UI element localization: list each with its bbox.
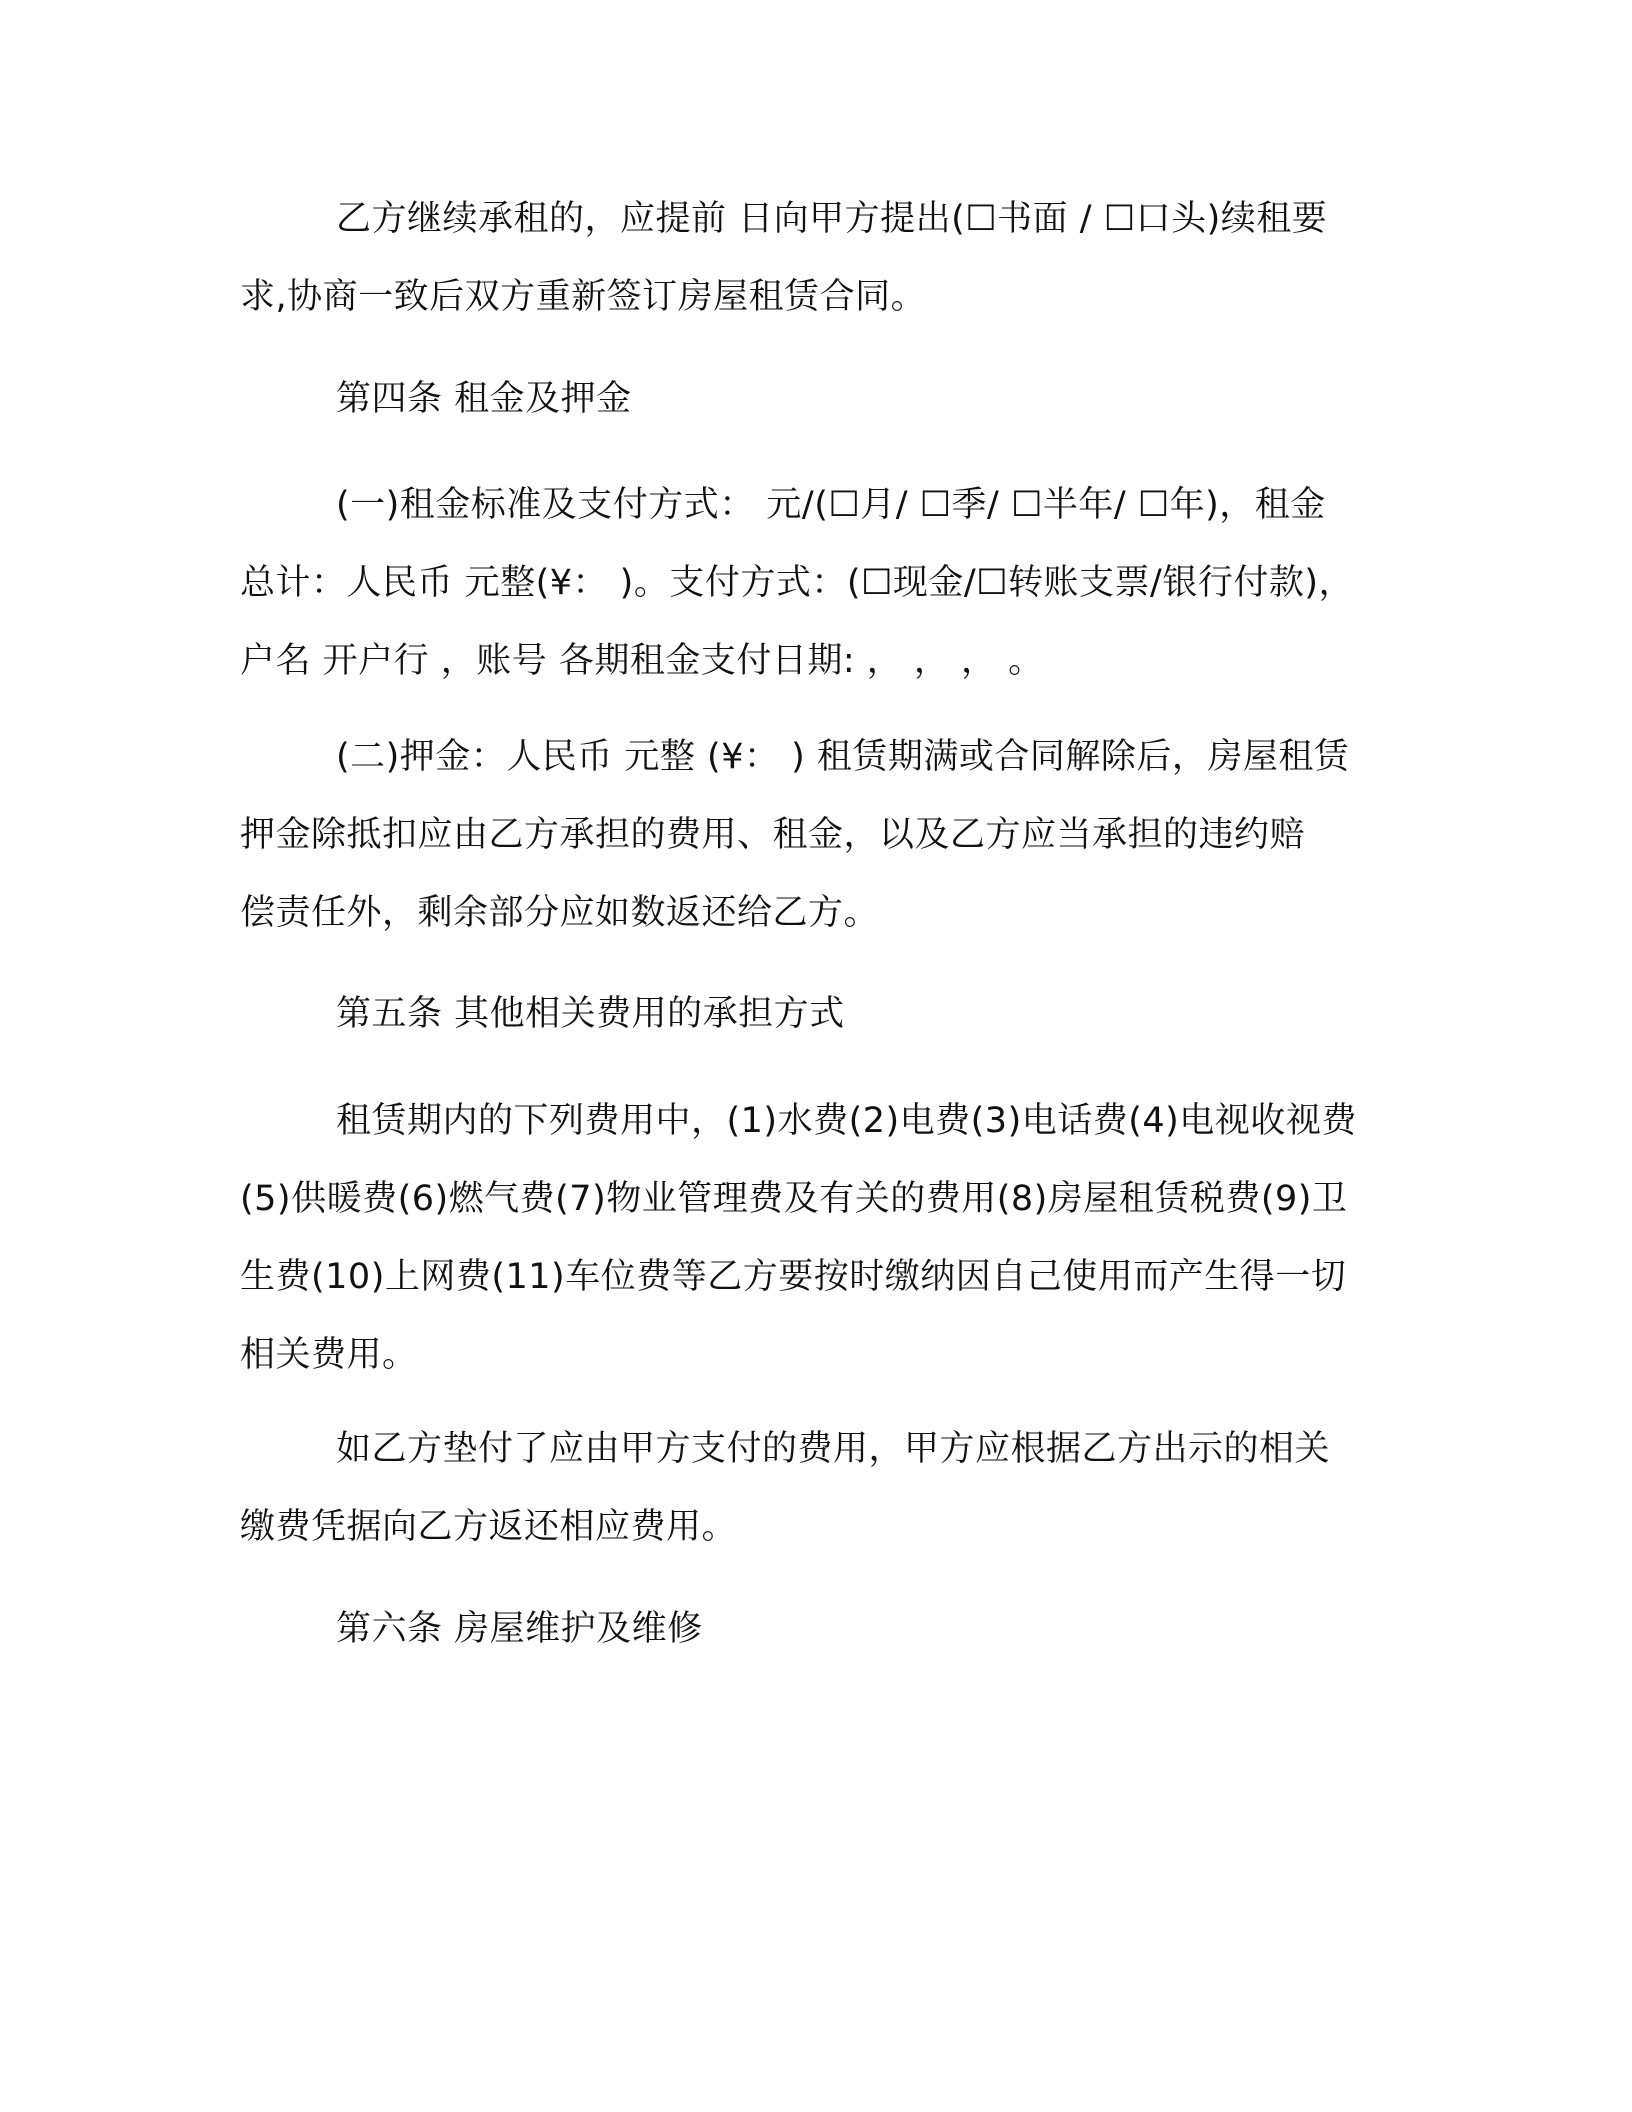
paragraph-line: (一)租金标准及支付方式： 元/(☐月/ ☐季/ ☐半年/ ☐年)，租金 [336, 485, 1326, 525]
paragraph-line: 生费(10)上网费(11)车位费等乙方要按时缴纳因自己使用而产生得一切 [240, 1257, 1347, 1297]
section-heading-article-4: 第四条 租金及押金 [336, 379, 632, 419]
paragraph-expenses [240, 1082, 1390, 1394]
paragraph-line: 租赁期内的下列费用中，(1)水费(2)电费(3)电话费(4)电视收视费 [336, 1101, 1357, 1141]
paragraph-line: 相关费用。 [240, 1335, 418, 1375]
paragraph-line: 缴费凭据向乙方返还相应费用。 [240, 1507, 738, 1547]
paragraph-line: (5)供暖费(6)燃气费(7)物业管理费及有关的费用(8)房屋租赁税费(9)卫 [240, 1179, 1348, 1219]
paragraph-line: 偿责任外，剩余部分应如数返还给乙方。 [240, 893, 880, 933]
paragraph-line: 户名 开户行 ，账号 各期租金支付日期: ， ， ， 。 [240, 641, 1044, 681]
paragraph-line: 乙方继续承租的，应提前 日向甲方提出(☐书面 / ☐口头)续租要 [336, 199, 1328, 239]
paragraph-line: (二)押金：人民币 元整 (¥： ) 租赁期满或合同解除后，房屋租赁 [336, 737, 1350, 777]
paragraph-line: 总计：人民币 元整(¥： )。支付方式：(☐现金/☐转账支票/银行付款)， [240, 563, 1354, 603]
paragraph-line: 求,协商一致后双方重新签订房屋租赁合同。 [240, 277, 927, 317]
paragraph-deposit [240, 718, 1390, 952]
paragraph-rent-payment [240, 466, 1390, 700]
paragraph-reimbursement [240, 1410, 1390, 1566]
paragraph-renewal [240, 180, 1390, 336]
section-heading-article-6: 第六条 房屋维护及维修 [336, 1609, 703, 1649]
paragraph-line: 押金除抵扣应由乙方承担的费用、租金，以及乙方应当承担的违约赔 [240, 815, 1306, 855]
section-heading-article-5: 第五条 其他相关费用的承担方式 [336, 994, 845, 1034]
paragraph-line: 如乙方垫付了应由甲方支付的费用，甲方应根据乙方出示的相关 [336, 1429, 1331, 1469]
